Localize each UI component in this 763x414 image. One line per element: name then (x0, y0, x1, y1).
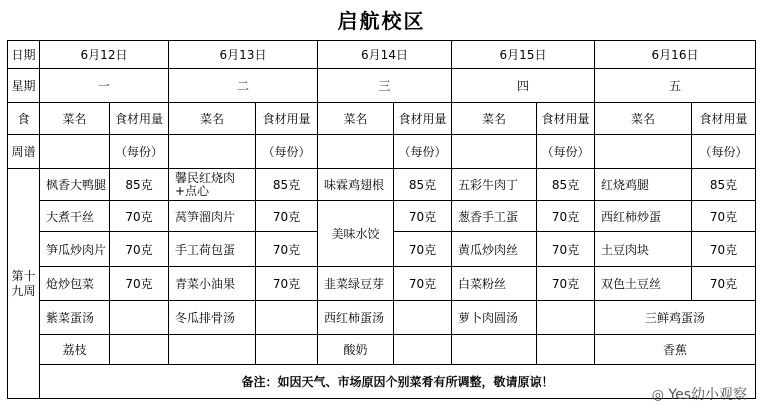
date-label: 日期 (8, 41, 40, 69)
soup-cell: 三鲜鸡蛋汤 (595, 301, 756, 335)
empty-cell (537, 301, 595, 335)
per-portion-label: （每份） (394, 135, 452, 169)
amount-cell: 70克 (110, 232, 169, 267)
soup-cell: 萝卜肉圆汤 (452, 301, 537, 335)
per-portion-label: （每份） (110, 135, 169, 169)
amount-cell: 85克 (256, 169, 318, 201)
dish-row (8, 267, 756, 301)
empty-cell (256, 335, 318, 365)
pu-label: 周谱 (8, 135, 40, 169)
amount-cell: 70克 (692, 267, 756, 301)
weekday-cell: 二 (169, 69, 318, 103)
amount-header: 食材用量 (110, 103, 169, 135)
dish-cell: 葱香手工蛋 (452, 201, 537, 232)
date-cell: 6月16日 (595, 41, 756, 69)
weekday-cell: 三 (318, 69, 452, 103)
amount-header: 食材用量 (692, 103, 756, 135)
dish-cell: 白菜粉丝 (452, 267, 537, 301)
amount-cell: 85克 (110, 169, 169, 201)
dish-cell: 手工荷包蛋 (169, 232, 256, 267)
weekday-row (8, 69, 756, 103)
weekday-cell: 四 (452, 69, 595, 103)
chat-bubble-icon: ◎ (651, 387, 669, 403)
empty-cell (110, 301, 169, 335)
empty-cell (318, 135, 394, 169)
snack-cell: 荔枝 (40, 335, 110, 365)
page-title: 启航校区 (337, 9, 426, 33)
soup-cell: 紫菜蛋汤 (40, 301, 110, 335)
date-cell: 6月13日 (169, 41, 318, 69)
menu-table (7, 40, 756, 399)
empty-cell (110, 335, 169, 365)
amount-cell: 70克 (256, 232, 318, 267)
snack-cell: 酸奶 (318, 335, 394, 365)
soup-cell: 西红柿蛋汤 (318, 301, 394, 335)
amount-cell: 85克 (692, 169, 756, 201)
dish-cell: 炝炒包菜 (40, 267, 110, 301)
date-cell: 6月12日 (40, 41, 169, 69)
dish-cell: 土豆肉块 (595, 232, 692, 267)
weekday-cell: 一 (40, 69, 169, 103)
empty-cell (394, 301, 452, 335)
dish-header: 菜名 (452, 103, 537, 135)
amount-header: 食材用量 (394, 103, 452, 135)
amount-cell: 70克 (692, 232, 756, 267)
empty-cell (256, 301, 318, 335)
amount-cell: 70克 (537, 201, 595, 232)
per-portion-label: （每份） (692, 135, 756, 169)
empty-cell (452, 335, 537, 365)
watermark (652, 384, 747, 404)
per-portion-row (8, 135, 756, 169)
note-row (8, 365, 756, 399)
dish-header: 菜名 (595, 103, 692, 135)
dish-cell: 大煮干丝 (40, 201, 110, 232)
dish-cell: 双色土豆丝 (595, 267, 692, 301)
date-row (8, 41, 756, 69)
empty-cell (169, 335, 256, 365)
dish-header: 菜名 (169, 103, 256, 135)
per-portion-label: （每份） (256, 135, 318, 169)
dish-cell: 黄瓜炒肉丝 (452, 232, 537, 267)
dish-cell: 笋瓜炒肉片 (40, 232, 110, 267)
snack-row (8, 335, 756, 365)
amount-cell: 70克 (110, 267, 169, 301)
empty-cell (169, 135, 256, 169)
empty-cell (40, 135, 110, 169)
dish-cell: 枫香大鸭腿 (40, 169, 110, 201)
snack-cell: 香蕉 (595, 335, 756, 365)
note-text: 备注：如因天气、市场原因个别菜肴有所调整，敬请原谅！ (40, 365, 756, 399)
dish-cell: 馨民红烧肉+点心 (169, 169, 256, 201)
dish-header: 菜名 (40, 103, 110, 135)
amount-cell: 70克 (394, 201, 452, 232)
amount-cell: 70克 (537, 267, 595, 301)
amount-header: 食材用量 (256, 103, 318, 135)
empty-cell (452, 135, 537, 169)
header-row (8, 103, 756, 135)
amount-cell: 85克 (394, 169, 452, 201)
amount-cell: 70克 (394, 267, 452, 301)
empty-cell (595, 135, 692, 169)
soup-row (8, 301, 756, 335)
week-label: 第十九周 (8, 169, 40, 399)
amount-cell: 85克 (537, 169, 595, 201)
dish-header: 菜名 (318, 103, 394, 135)
dish-cell: 五彩牛肉丁 (452, 169, 537, 201)
dish-cell: 红烧鸡腿 (595, 169, 692, 201)
dish-cell: 莴笋溜肉片 (169, 201, 256, 232)
amount-cell: 70克 (256, 201, 318, 232)
date-cell: 6月14日 (318, 41, 452, 69)
watermark-text: Yes幼小观察 (668, 387, 747, 403)
amount-header: 食材用量 (537, 103, 595, 135)
per-portion-label: （每份） (537, 135, 595, 169)
dish-cell: 味霖鸡翅根 (318, 169, 394, 201)
empty-cell (537, 335, 595, 365)
amount-cell: 70克 (110, 201, 169, 232)
dish-cell: 青菜小油果 (169, 267, 256, 301)
weekday-cell: 五 (595, 69, 756, 103)
empty-cell (394, 335, 452, 365)
shi-label: 食 (8, 103, 40, 135)
amount-cell: 70克 (256, 267, 318, 301)
dish-cell: 美味水饺 (318, 201, 394, 267)
soup-cell: 冬瓜排骨汤 (169, 301, 256, 335)
dish-cell: 韭菜绿豆芽 (318, 267, 394, 301)
amount-cell: 70克 (394, 232, 452, 267)
dish-row (8, 201, 756, 232)
weekday-label: 星期 (8, 69, 40, 103)
dish-row (8, 169, 756, 201)
amount-cell: 70克 (537, 232, 595, 267)
date-cell: 6月15日 (452, 41, 595, 69)
amount-cell: 70克 (692, 201, 756, 232)
dish-cell: 西红柿炒蛋 (595, 201, 692, 232)
